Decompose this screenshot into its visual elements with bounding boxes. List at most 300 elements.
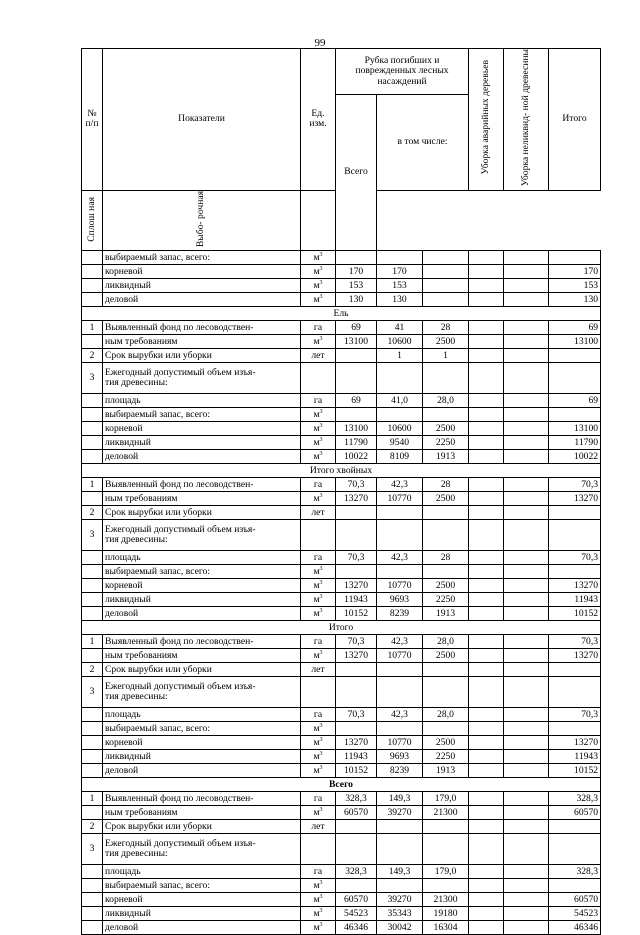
unit-text: га <box>313 635 323 647</box>
cell-clear <box>377 363 423 394</box>
row-number <box>82 593 103 607</box>
cell-selective <box>423 565 469 579</box>
cell-total: 69 <box>549 394 601 408</box>
cell-selective: 2250 <box>423 436 469 450</box>
cell-selective: 179,0 <box>423 792 469 806</box>
cell-emergency <box>469 750 504 764</box>
cell-selective: 16304 <box>423 921 469 935</box>
cell-clear: 10600 <box>377 422 423 436</box>
cell-emergency <box>469 677 504 708</box>
cell-clear <box>377 408 423 422</box>
cell-total <box>549 820 601 834</box>
row-number <box>82 565 103 579</box>
row-label: выбираемый запас, всего: <box>103 408 301 422</box>
cell-selective <box>423 265 469 279</box>
cell-selective <box>423 520 469 551</box>
table-row <box>82 551 601 565</box>
unit-text: м <box>313 408 320 420</box>
cell-selective: 21300 <box>423 893 469 907</box>
cell-selective: 1913 <box>423 764 469 778</box>
cell-clear: 41 <box>377 321 423 335</box>
unit-text: га <box>313 865 323 877</box>
cell-total-all: 46346 <box>336 921 377 935</box>
cell-illiquid <box>504 879 549 893</box>
cell-illiquid <box>504 408 549 422</box>
cell-emergency <box>469 506 504 520</box>
table-row <box>82 520 601 551</box>
row-label-line: тия древесины: <box>105 848 168 860</box>
cell-total: 13270 <box>549 736 601 750</box>
header-illiquid-cell <box>504 49 549 191</box>
cell-emergency <box>469 879 504 893</box>
cell-illiquid <box>504 579 549 593</box>
row-unit <box>301 708 336 722</box>
row-number <box>82 335 103 349</box>
cell-emergency <box>469 708 504 722</box>
table-row <box>82 506 601 520</box>
cell-emergency <box>469 551 504 565</box>
row-unit <box>301 792 336 806</box>
section-header-row <box>82 778 601 792</box>
cell-total-all: 70,3 <box>336 478 377 492</box>
table-row <box>82 565 601 579</box>
table-row <box>82 865 601 879</box>
row-unit <box>301 363 336 394</box>
cell-illiquid <box>504 907 549 921</box>
row-label: ликвидный <box>103 907 301 921</box>
cell-selective: 28 <box>423 551 469 565</box>
cell-total-all: 10022 <box>336 450 377 464</box>
row-label: Выявленный фонд по лесоводствен- <box>103 321 301 335</box>
cell-total: 153 <box>549 279 601 293</box>
row-unit <box>301 450 336 464</box>
cell-emergency <box>469 593 504 607</box>
section-header-row <box>82 621 601 635</box>
cell-total <box>549 663 601 677</box>
unit-text: м <box>313 593 320 605</box>
cell-total: 13100 <box>549 422 601 436</box>
cell-clear: 30042 <box>377 921 423 935</box>
row-number <box>82 279 103 293</box>
cell-emergency <box>469 436 504 450</box>
unit-superscript: 3 <box>319 279 323 286</box>
unit-text: м <box>313 736 320 748</box>
row-label: деловой <box>103 607 301 621</box>
row-label: выбираемый запас, всего: <box>103 879 301 893</box>
cell-illiquid <box>504 394 549 408</box>
cell-illiquid <box>504 565 549 579</box>
cell-illiquid <box>504 921 549 935</box>
cell-emergency <box>469 279 504 293</box>
table-row <box>82 820 601 834</box>
cell-emergency <box>469 907 504 921</box>
row-number: 1 <box>82 478 103 492</box>
cell-selective <box>423 363 469 394</box>
row-unit <box>301 750 336 764</box>
table-header <box>82 49 601 251</box>
cell-total-all: 60570 <box>336 893 377 907</box>
cell-illiquid <box>504 363 549 394</box>
cell-total: 328,3 <box>549 792 601 806</box>
cell-emergency <box>469 450 504 464</box>
unit-superscript: 3 <box>319 565 323 572</box>
cell-selective: 2500 <box>423 649 469 663</box>
cell-selective: 2500 <box>423 492 469 506</box>
row-label: площадь <box>103 865 301 879</box>
row-number <box>82 722 103 736</box>
row-label-line: тия древесины: <box>105 534 168 546</box>
table-row <box>82 649 601 663</box>
row-label <box>103 363 301 394</box>
cell-illiquid <box>504 635 549 649</box>
section-title: Ель <box>82 307 601 321</box>
table-row <box>82 408 601 422</box>
cell-total <box>549 408 601 422</box>
header-clear: Сплош ная <box>85 196 97 242</box>
row-unit <box>301 506 336 520</box>
cell-total: 130 <box>549 293 601 307</box>
cell-illiquid <box>504 607 549 621</box>
cell-clear <box>377 677 423 708</box>
cell-illiquid <box>504 865 549 879</box>
cell-illiquid <box>504 663 549 677</box>
unit-superscript: 3 <box>319 265 323 272</box>
row-number: 2 <box>82 506 103 520</box>
row-number <box>82 492 103 506</box>
cell-selective: 2250 <box>423 750 469 764</box>
row-number <box>82 764 103 778</box>
row-label: Выявленный фонд по лесоводствен- <box>103 635 301 649</box>
header-total: Итого <box>549 49 601 191</box>
unit-superscript: 3 <box>319 764 323 771</box>
cell-clear: 35343 <box>377 907 423 921</box>
cell-total-all <box>336 722 377 736</box>
table-row <box>82 879 601 893</box>
cell-total <box>549 251 601 265</box>
row-unit <box>301 251 336 265</box>
row-label: ным требованиям <box>103 649 301 663</box>
cell-selective: 1913 <box>423 607 469 621</box>
row-number: 3 <box>82 363 103 394</box>
cell-illiquid <box>504 251 549 265</box>
cell-total: 13270 <box>549 492 601 506</box>
cell-total: 10022 <box>549 450 601 464</box>
row-number <box>82 806 103 820</box>
unit-text: м <box>313 907 320 919</box>
row-unit <box>301 677 336 708</box>
row-number: 1 <box>82 635 103 649</box>
cell-illiquid <box>504 708 549 722</box>
cell-total-all: 13270 <box>336 579 377 593</box>
unit-text: м <box>313 806 320 818</box>
cell-emergency <box>469 806 504 820</box>
table-row <box>82 450 601 464</box>
cell-clear: 10770 <box>377 492 423 506</box>
row-unit <box>301 834 336 865</box>
unit-text: лет <box>311 349 325 361</box>
row-label-line: Ежегодный допустимый объем изъя- <box>105 837 256 849</box>
row-number <box>82 708 103 722</box>
cell-selective: 28,0 <box>423 635 469 649</box>
row-number <box>82 265 103 279</box>
cell-clear: 41,0 <box>377 394 423 408</box>
row-label: площадь <box>103 394 301 408</box>
table-row <box>82 293 601 307</box>
cell-clear <box>377 565 423 579</box>
cell-illiquid <box>504 422 549 436</box>
row-label: деловой <box>103 293 301 307</box>
cell-clear <box>377 506 423 520</box>
row-label: корневой <box>103 265 301 279</box>
unit-superscript: 3 <box>319 907 323 914</box>
row-number: 3 <box>82 520 103 551</box>
cell-total-all: 54523 <box>336 907 377 921</box>
row-label: Выявленный фонд по лесоводствен- <box>103 792 301 806</box>
cell-emergency <box>469 349 504 363</box>
cell-clear: 170 <box>377 265 423 279</box>
cell-total-all <box>336 363 377 394</box>
cell-clear: 8109 <box>377 450 423 464</box>
section-title: Итого <box>82 621 601 635</box>
row-unit <box>301 607 336 621</box>
cell-selective <box>423 506 469 520</box>
unit-superscript: 3 <box>319 607 323 614</box>
unit-text: га <box>313 478 323 490</box>
cell-emergency <box>469 820 504 834</box>
table-row <box>82 363 601 394</box>
cell-total: 13100 <box>549 335 601 349</box>
cell-selective: 19180 <box>423 907 469 921</box>
cell-clear: 10600 <box>377 335 423 349</box>
unit-superscript: 3 <box>319 436 323 443</box>
row-label: ным требованиям <box>103 806 301 820</box>
row-number <box>82 865 103 879</box>
table-row <box>82 677 601 708</box>
row-unit <box>301 722 336 736</box>
cell-selective: 28,0 <box>423 394 469 408</box>
row-number: 2 <box>82 663 103 677</box>
row-unit <box>301 635 336 649</box>
row-label <box>103 834 301 865</box>
table-row <box>82 251 601 265</box>
cell-illiquid <box>504 750 549 764</box>
row-unit <box>301 907 336 921</box>
cell-emergency <box>469 792 504 806</box>
row-label-line: тия древесины: <box>105 691 168 703</box>
unit-text: м <box>313 279 320 291</box>
cell-illiquid <box>504 436 549 450</box>
cell-selective: 179,0 <box>423 865 469 879</box>
cell-selective: 1913 <box>423 450 469 464</box>
unit-text: м <box>313 893 320 905</box>
cell-illiquid <box>504 764 549 778</box>
row-number <box>82 649 103 663</box>
cell-emergency <box>469 921 504 935</box>
cell-total: 70,3 <box>549 635 601 649</box>
row-label-line: тия древесины: <box>105 377 168 389</box>
row-label: корневой <box>103 579 301 593</box>
cell-emergency <box>469 251 504 265</box>
cell-clear <box>377 251 423 265</box>
row-label: Срок вырубки или уборки <box>103 349 301 363</box>
unit-text: м <box>313 265 320 277</box>
cell-total: 60570 <box>549 806 601 820</box>
cell-illiquid <box>504 293 549 307</box>
cell-total-all <box>336 251 377 265</box>
unit-text: га <box>313 708 323 720</box>
cell-total: 13270 <box>549 649 601 663</box>
cell-total-all <box>336 520 377 551</box>
cell-total <box>549 520 601 551</box>
row-label: Срок вырубки или уборки <box>103 663 301 677</box>
row-number: 1 <box>82 792 103 806</box>
row-unit <box>301 820 336 834</box>
header-including: в том числе: <box>377 95 469 191</box>
cell-total-all: 13270 <box>336 736 377 750</box>
cell-total-all: 130 <box>336 293 377 307</box>
cell-total <box>549 565 601 579</box>
unit-superscript: 3 <box>319 293 323 300</box>
unit-text: м <box>313 764 320 776</box>
cell-clear: 130 <box>377 293 423 307</box>
cell-clear: 9693 <box>377 593 423 607</box>
unit-text: м <box>313 879 320 891</box>
cell-emergency <box>469 663 504 677</box>
row-unit <box>301 478 336 492</box>
table-row <box>82 764 601 778</box>
cell-total-all <box>336 349 377 363</box>
unit-text: м <box>313 422 320 434</box>
cell-total: 70,3 <box>549 478 601 492</box>
table-row <box>82 663 601 677</box>
row-unit <box>301 921 336 935</box>
table-row <box>82 907 601 921</box>
table-row <box>82 593 601 607</box>
row-number: 1 <box>82 321 103 335</box>
row-label: ным требованиям <box>103 492 301 506</box>
cell-illiquid <box>504 349 549 363</box>
cell-emergency <box>469 607 504 621</box>
unit-superscript: 3 <box>319 736 323 743</box>
unit-superscript: 3 <box>319 750 323 757</box>
header-emergency: Уборка аварийных деревьев <box>479 60 491 175</box>
row-label: корневой <box>103 893 301 907</box>
cell-selective <box>423 663 469 677</box>
row-number <box>82 579 103 593</box>
cell-total: 10152 <box>549 764 601 778</box>
row-number <box>82 450 103 464</box>
table-body <box>82 251 601 935</box>
row-unit <box>301 579 336 593</box>
cell-total-all <box>336 834 377 865</box>
cell-emergency <box>469 736 504 750</box>
cell-illiquid <box>504 736 549 750</box>
row-label: Выявленный фонд по лесоводствен- <box>103 478 301 492</box>
row-label <box>103 520 301 551</box>
cell-selective <box>423 279 469 293</box>
table-row <box>82 834 601 865</box>
table-row <box>82 579 601 593</box>
cell-total: 11790 <box>549 436 601 450</box>
row-number <box>82 251 103 265</box>
cell-total: 328,3 <box>549 865 601 879</box>
unit-superscript: 3 <box>319 879 323 886</box>
table-row <box>82 422 601 436</box>
unit-superscript: 3 <box>319 593 323 600</box>
row-number <box>82 394 103 408</box>
row-unit <box>301 321 336 335</box>
cell-total-all: 10152 <box>336 764 377 778</box>
cell-clear: 149,3 <box>377 792 423 806</box>
cell-clear: 8239 <box>377 607 423 621</box>
cell-clear <box>377 722 423 736</box>
row-number <box>82 551 103 565</box>
row-label: деловой <box>103 921 301 935</box>
cell-clear: 9693 <box>377 750 423 764</box>
cell-total-all: 60570 <box>336 806 377 820</box>
row-number <box>82 408 103 422</box>
row-label: выбираемый запас, всего: <box>103 565 301 579</box>
cell-clear: 10770 <box>377 736 423 750</box>
table-row <box>82 349 601 363</box>
cell-illiquid <box>504 265 549 279</box>
row-number <box>82 750 103 764</box>
cell-emergency <box>469 579 504 593</box>
cell-emergency <box>469 635 504 649</box>
cell-illiquid <box>504 820 549 834</box>
row-unit <box>301 865 336 879</box>
table-row <box>82 436 601 450</box>
row-unit <box>301 593 336 607</box>
cell-total-all: 13100 <box>336 422 377 436</box>
cell-total: 46346 <box>549 921 601 935</box>
unit-text: га <box>313 792 323 804</box>
cell-clear <box>377 820 423 834</box>
section-title: Всего <box>82 778 601 792</box>
cell-selective <box>423 408 469 422</box>
cell-selective: 28 <box>423 321 469 335</box>
row-label: площадь <box>103 708 301 722</box>
table-row <box>82 921 601 935</box>
cell-total-all <box>336 506 377 520</box>
unit-superscript: 3 <box>319 492 323 499</box>
cell-total-all: 69 <box>336 394 377 408</box>
cell-selective <box>423 820 469 834</box>
cell-total-all: 170 <box>336 265 377 279</box>
cell-clear: 39270 <box>377 893 423 907</box>
cell-illiquid <box>504 321 549 335</box>
cell-selective: 28,0 <box>423 708 469 722</box>
row-label: площадь <box>103 551 301 565</box>
row-label: Срок вырубки или уборки <box>103 820 301 834</box>
cell-emergency <box>469 394 504 408</box>
cell-total: 60570 <box>549 893 601 907</box>
cell-emergency <box>469 834 504 865</box>
cell-selective <box>423 834 469 865</box>
cell-total-all <box>336 408 377 422</box>
section-header-row <box>82 307 601 321</box>
unit-text: га <box>313 551 323 563</box>
row-label: выбираемый запас, всего: <box>103 251 301 265</box>
cell-illiquid <box>504 506 549 520</box>
cell-illiquid <box>504 677 549 708</box>
cell-total: 10152 <box>549 607 601 621</box>
cell-emergency <box>469 492 504 506</box>
header-selective-cell <box>103 190 301 251</box>
unit-text: м <box>313 649 320 661</box>
cell-clear: 39270 <box>377 806 423 820</box>
cell-emergency <box>469 293 504 307</box>
